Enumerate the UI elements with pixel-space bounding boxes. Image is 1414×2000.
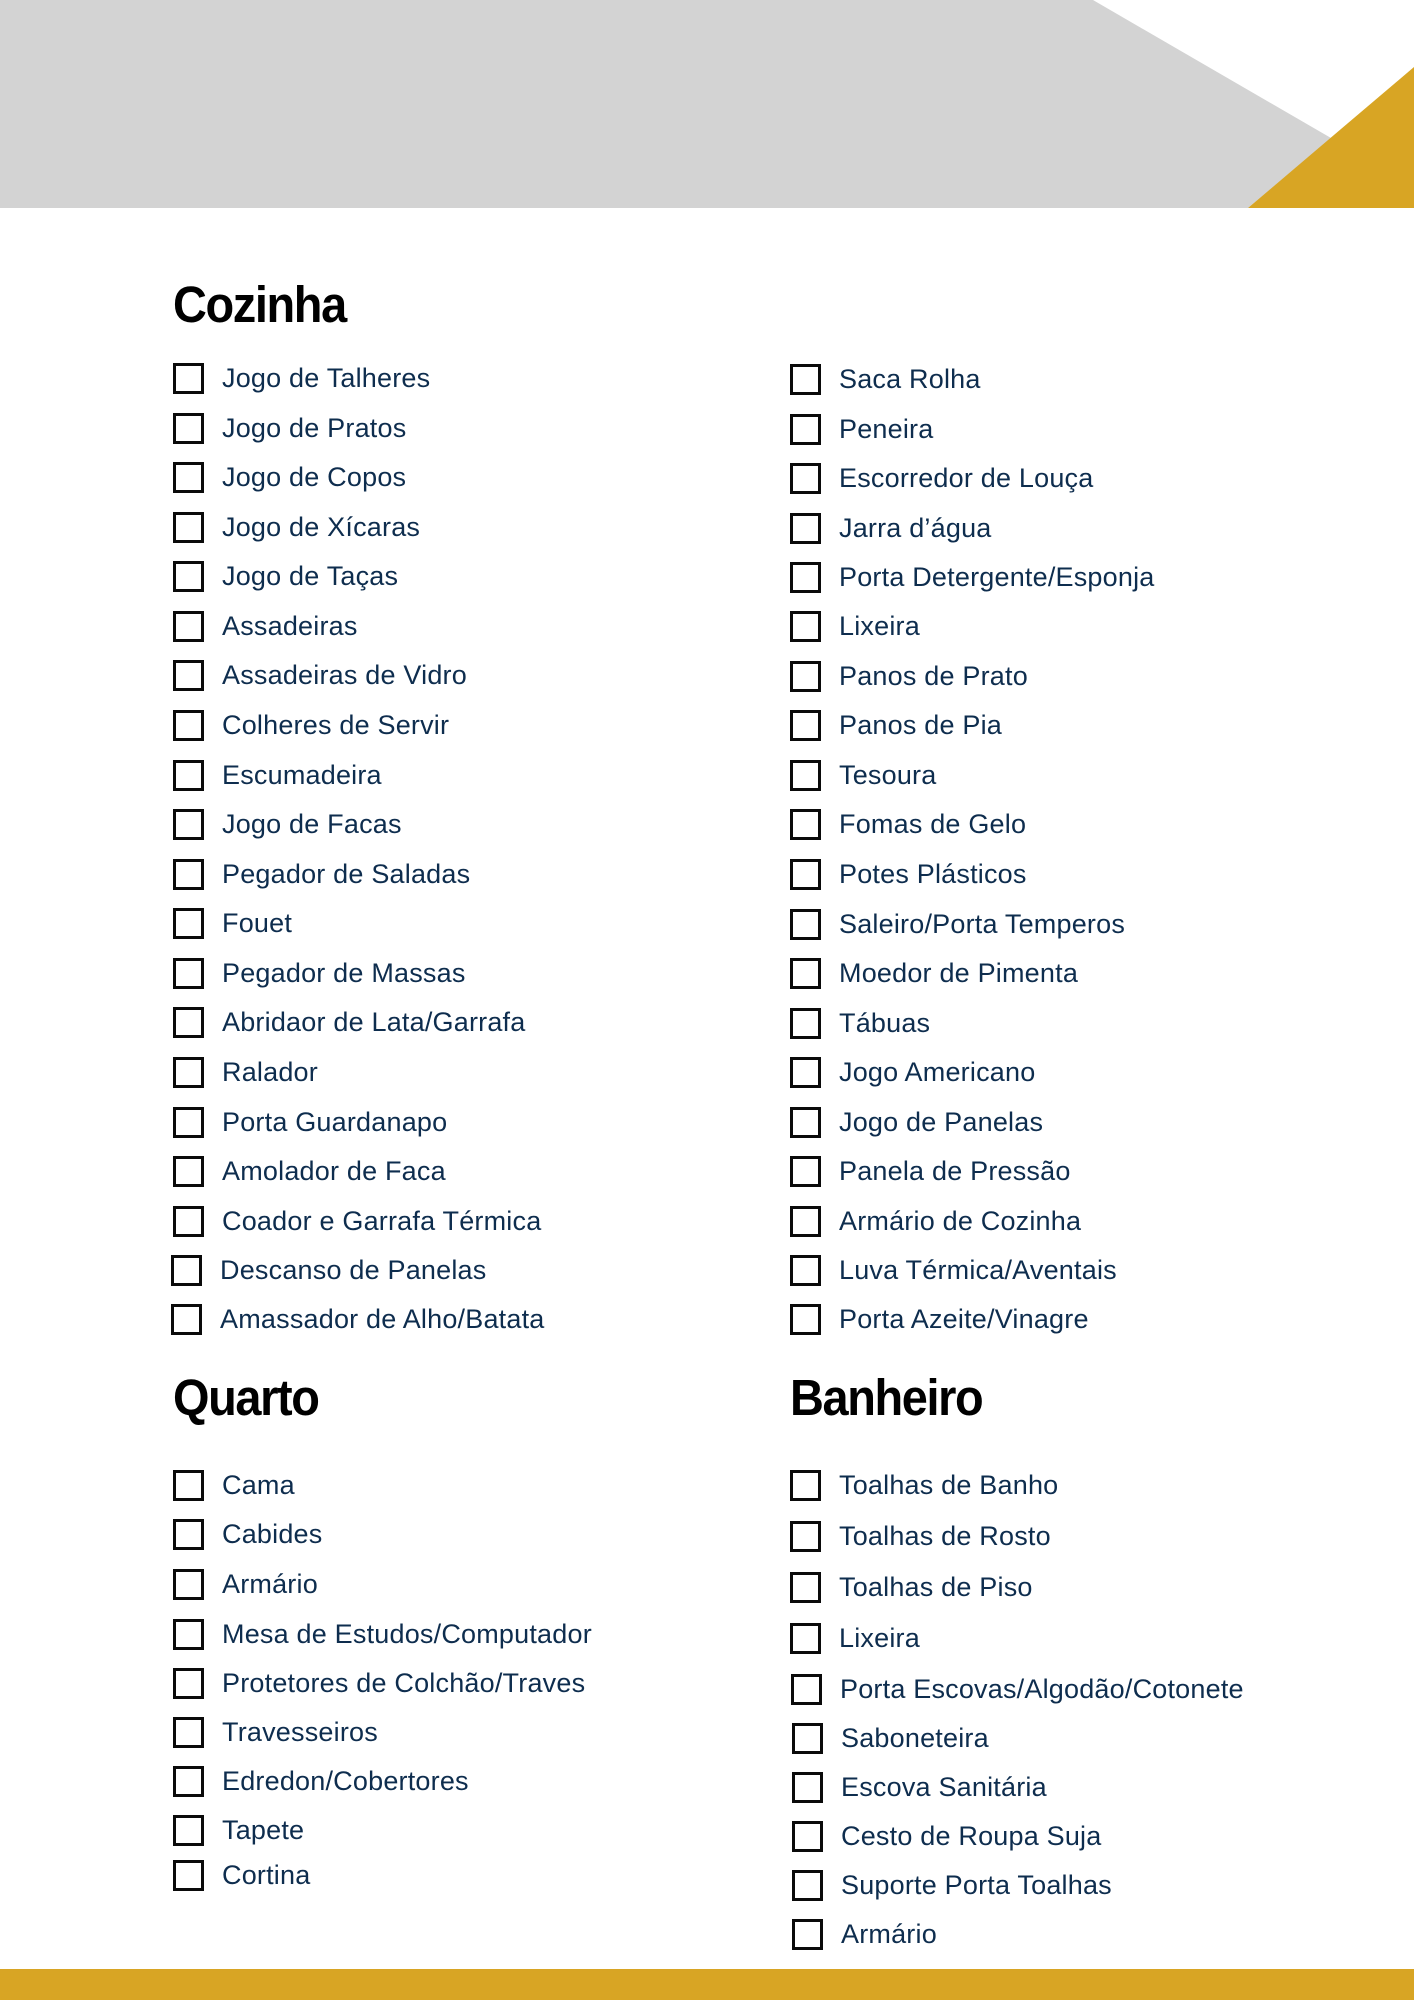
checkbox[interactable] bbox=[790, 611, 821, 642]
checklist-item[interactable] bbox=[173, 1205, 541, 1237]
item-label: Jogo de Copos bbox=[222, 461, 407, 492]
checkbox[interactable] bbox=[790, 1057, 821, 1088]
checklist-item[interactable] bbox=[173, 907, 292, 939]
item-label: Ralador bbox=[222, 1056, 318, 1087]
item-label: Panos de Pia bbox=[839, 709, 1003, 740]
checklist-item[interactable] bbox=[173, 1006, 525, 1038]
checkbox[interactable] bbox=[173, 660, 204, 691]
item-label: Moedor de Pimenta bbox=[839, 957, 1079, 988]
item-label: Colheres de Servir bbox=[222, 709, 450, 740]
checklist-item[interactable] bbox=[173, 560, 398, 592]
checklist-item[interactable] bbox=[790, 858, 1027, 890]
checkbox[interactable] bbox=[173, 1668, 204, 1699]
checkbox[interactable] bbox=[790, 1572, 821, 1603]
item-label: Jogo de Talheres bbox=[222, 362, 431, 393]
checkbox[interactable] bbox=[173, 1057, 204, 1088]
item-label: Amolador de Faca bbox=[222, 1155, 446, 1186]
checklist-item[interactable] bbox=[790, 908, 1125, 940]
item-label: Saca Rolha bbox=[839, 363, 981, 394]
item-label: Panos de Prato bbox=[839, 660, 1028, 691]
item-label: Toalhas de Banho bbox=[839, 1469, 1059, 1500]
checkbox[interactable] bbox=[173, 1766, 204, 1797]
item-label: Suporte Porta Toalhas bbox=[841, 1869, 1112, 1900]
item-label: Lixeira bbox=[839, 610, 920, 641]
checklist-item[interactable] bbox=[173, 1765, 469, 1797]
checklist-item[interactable] bbox=[790, 759, 936, 791]
checklist-item[interactable] bbox=[791, 1673, 1244, 1705]
checkbox[interactable] bbox=[173, 809, 204, 840]
item-label: Toalhas de Rosto bbox=[839, 1520, 1051, 1551]
item-label: Jogo de Taças bbox=[222, 560, 399, 591]
checkbox[interactable] bbox=[173, 1206, 204, 1237]
checklist-item[interactable] bbox=[173, 858, 470, 890]
checkbox[interactable] bbox=[790, 1623, 821, 1654]
checkbox[interactable] bbox=[790, 414, 821, 445]
checkbox[interactable] bbox=[790, 958, 821, 989]
checklist-item[interactable] bbox=[790, 1254, 1117, 1286]
item-label: Tapete bbox=[222, 1814, 305, 1845]
item-label: Assadeiras bbox=[222, 610, 358, 641]
checklist-item[interactable] bbox=[792, 1869, 1112, 1901]
item-label: Fomas de Gelo bbox=[839, 808, 1027, 839]
checklist-item[interactable] bbox=[792, 1722, 989, 1754]
checklist-item[interactable] bbox=[790, 1520, 1051, 1552]
checklist-item[interactable] bbox=[790, 1571, 1033, 1603]
item-label: Cortina bbox=[222, 1859, 311, 1890]
item-label: Escova Sanitária bbox=[841, 1771, 1047, 1802]
checkbox[interactable] bbox=[173, 561, 204, 592]
item-label: Panela de Pressão bbox=[839, 1155, 1071, 1186]
checkbox[interactable] bbox=[792, 1821, 823, 1852]
checkbox[interactable] bbox=[173, 760, 204, 791]
checklist-item[interactable] bbox=[790, 808, 1026, 840]
checkbox[interactable] bbox=[173, 1717, 204, 1748]
checklist-item[interactable] bbox=[173, 412, 406, 444]
checkbox[interactable] bbox=[792, 1919, 823, 1950]
checklist-item[interactable] bbox=[173, 461, 406, 493]
item-label: Toalhas de Piso bbox=[839, 1571, 1033, 1602]
checklist-item[interactable] bbox=[790, 1469, 1058, 1501]
checkbox[interactable] bbox=[171, 1304, 202, 1335]
checkbox[interactable] bbox=[790, 1521, 821, 1552]
checkbox[interactable] bbox=[790, 1304, 821, 1335]
checklist-item[interactable] bbox=[790, 363, 981, 395]
checklist-item[interactable] bbox=[790, 1155, 1071, 1187]
item-label: Jogo de Xícaras bbox=[222, 511, 421, 542]
checklist-item[interactable] bbox=[173, 1106, 447, 1138]
item-label: Porta Guardanapo bbox=[222, 1106, 448, 1137]
checklist-item[interactable] bbox=[173, 808, 402, 840]
checklist-item[interactable] bbox=[173, 659, 467, 691]
checklist-item[interactable] bbox=[790, 413, 933, 445]
checkbox[interactable] bbox=[173, 611, 204, 642]
item-label: Luva Térmica/Aventais bbox=[839, 1254, 1117, 1285]
checkbox[interactable] bbox=[790, 710, 821, 741]
item-label: Jogo de Pratos bbox=[222, 412, 407, 443]
checkbox[interactable] bbox=[173, 859, 204, 890]
item-label: Pegador de Massas bbox=[222, 957, 466, 988]
checklist-item[interactable] bbox=[173, 1469, 295, 1501]
checklist-item[interactable] bbox=[173, 1618, 592, 1650]
item-label: Fouet bbox=[222, 907, 293, 938]
item-label: Cama bbox=[222, 1469, 295, 1500]
item-label: Mesa de Estudos/Computador bbox=[222, 1618, 592, 1649]
checkbox[interactable] bbox=[792, 1870, 823, 1901]
checkbox[interactable] bbox=[173, 1470, 204, 1501]
checklist-item[interactable] bbox=[173, 1716, 378, 1748]
checklist-item[interactable] bbox=[790, 1007, 930, 1039]
checklist-item[interactable] bbox=[173, 1155, 446, 1187]
item-label: Jogo Americano bbox=[839, 1056, 1036, 1087]
checkbox[interactable] bbox=[790, 809, 821, 840]
item-label: Tesoura bbox=[839, 759, 937, 790]
item-label: Descanso de Panelas bbox=[220, 1254, 487, 1285]
checkbox[interactable] bbox=[173, 1007, 204, 1038]
item-label: Armário de Cozinha bbox=[839, 1205, 1082, 1236]
checkbox[interactable] bbox=[173, 958, 204, 989]
item-label: Porta Escovas/Algodão/Cotonete bbox=[840, 1673, 1244, 1704]
checkbox[interactable] bbox=[173, 1569, 204, 1600]
checkbox[interactable] bbox=[173, 462, 204, 493]
checklist-item[interactable] bbox=[790, 1622, 920, 1654]
item-label: Escorredor de Louça bbox=[839, 462, 1094, 493]
footer-gold-bar bbox=[0, 1969, 1414, 2000]
checkbox[interactable] bbox=[790, 1206, 821, 1237]
item-label: Armário bbox=[841, 1918, 937, 1949]
item-label: Abridaor de Lata/Garrafa bbox=[222, 1006, 526, 1037]
checklist-item[interactable] bbox=[173, 1056, 318, 1088]
checklist-item[interactable] bbox=[173, 759, 382, 791]
item-label: Protetores de Colchão/Traves bbox=[222, 1667, 586, 1698]
checklist-item[interactable] bbox=[171, 1303, 545, 1335]
item-label: Tábuas bbox=[839, 1007, 931, 1038]
checkbox[interactable] bbox=[790, 760, 821, 791]
item-label: Peneira bbox=[839, 413, 934, 444]
checklist-item[interactable] bbox=[792, 1820, 1101, 1852]
section-title-cozinha: Cozinha bbox=[173, 276, 346, 333]
checkbox[interactable] bbox=[173, 1619, 204, 1650]
checklist-item[interactable] bbox=[790, 1205, 1081, 1237]
checklist-item[interactable] bbox=[792, 1771, 1047, 1803]
checkbox[interactable] bbox=[790, 364, 821, 395]
item-label: Assadeiras de Vidro bbox=[222, 659, 467, 690]
checkbox[interactable] bbox=[173, 1107, 204, 1138]
checklist-item[interactable] bbox=[173, 610, 358, 642]
checkbox[interactable] bbox=[792, 1723, 823, 1754]
checklist-item[interactable] bbox=[790, 462, 1093, 494]
checkbox[interactable] bbox=[790, 513, 821, 544]
checklist-item[interactable] bbox=[790, 610, 920, 642]
checklist-item[interactable] bbox=[173, 957, 466, 989]
checklist-item[interactable] bbox=[173, 709, 449, 741]
checkbox[interactable] bbox=[790, 463, 821, 494]
checklist-item[interactable] bbox=[790, 512, 992, 544]
item-label: Escumadeira bbox=[222, 759, 382, 790]
checkbox[interactable] bbox=[790, 661, 821, 692]
checkbox[interactable] bbox=[171, 1255, 202, 1286]
checklist-item[interactable] bbox=[792, 1918, 937, 1950]
item-label: Cesto de Roupa Suja bbox=[841, 1820, 1102, 1851]
checklist-item[interactable] bbox=[790, 1106, 1043, 1138]
checklist-item[interactable] bbox=[173, 362, 430, 394]
item-label: Armário bbox=[222, 1568, 318, 1599]
checkbox[interactable] bbox=[791, 1674, 822, 1705]
item-label: Saleiro/Porta Temperos bbox=[839, 908, 1126, 939]
checklist-item[interactable] bbox=[173, 1568, 318, 1600]
item-label: Coador e Garrafa Térmica bbox=[222, 1205, 542, 1236]
checklist-item[interactable] bbox=[790, 957, 1078, 989]
checkbox[interactable] bbox=[790, 1008, 821, 1039]
checkbox[interactable] bbox=[173, 1156, 204, 1187]
checkbox[interactable] bbox=[790, 859, 821, 890]
checkbox[interactable] bbox=[173, 413, 204, 444]
checkbox[interactable] bbox=[790, 1107, 821, 1138]
checklist-item[interactable] bbox=[171, 1254, 486, 1286]
checkbox[interactable] bbox=[173, 710, 204, 741]
item-label: Amassador de Alho/Batata bbox=[220, 1303, 545, 1334]
checklist-item[interactable] bbox=[173, 1859, 310, 1891]
header-decoration bbox=[0, 0, 1414, 208]
checklist-item[interactable] bbox=[173, 1667, 585, 1699]
checkbox[interactable] bbox=[173, 1815, 204, 1846]
checklist-item[interactable] bbox=[790, 561, 1155, 593]
item-label: Porta Azeite/Vinagre bbox=[839, 1303, 1089, 1334]
item-label: Jarra d’água bbox=[839, 512, 992, 543]
checklist-item[interactable] bbox=[790, 709, 1002, 741]
section-title-quarto: Quarto bbox=[173, 1369, 319, 1426]
item-label: Jogo de Facas bbox=[222, 808, 402, 839]
checkbox[interactable] bbox=[790, 1470, 821, 1501]
checkbox[interactable] bbox=[790, 562, 821, 593]
checkbox[interactable] bbox=[173, 1860, 204, 1891]
item-label: Porta Detergente/Esponja bbox=[839, 561, 1155, 592]
item-label: Travesseiros bbox=[222, 1716, 378, 1747]
item-label: Pegador de Saladas bbox=[222, 858, 471, 889]
checklist-item[interactable] bbox=[790, 660, 1028, 692]
checkbox[interactable] bbox=[173, 512, 204, 543]
checkbox[interactable] bbox=[173, 1519, 204, 1550]
checkbox[interactable] bbox=[792, 1772, 823, 1803]
item-label: Jogo de Panelas bbox=[839, 1106, 1044, 1137]
checklist-item[interactable] bbox=[790, 1056, 1035, 1088]
checklist-item[interactable] bbox=[173, 1518, 322, 1550]
header-gray-shape bbox=[0, 0, 1331, 208]
checkbox[interactable] bbox=[790, 909, 821, 940]
item-label: Lixeira bbox=[839, 1622, 920, 1653]
checklist-item[interactable] bbox=[173, 1814, 304, 1846]
section-title-banheiro: Banheiro bbox=[790, 1369, 983, 1426]
item-label: Potes Plásticos bbox=[839, 858, 1027, 889]
checkbox[interactable] bbox=[173, 908, 204, 939]
checkbox[interactable] bbox=[790, 1255, 821, 1286]
checkbox[interactable] bbox=[790, 1156, 821, 1187]
checklist-item[interactable] bbox=[790, 1303, 1089, 1335]
item-label: Cabides bbox=[222, 1518, 323, 1549]
item-label: Edredon/Cobertores bbox=[222, 1765, 469, 1796]
item-label: Saboneteira bbox=[841, 1722, 989, 1753]
checklist-item[interactable] bbox=[173, 511, 420, 543]
checkbox[interactable] bbox=[173, 363, 204, 394]
